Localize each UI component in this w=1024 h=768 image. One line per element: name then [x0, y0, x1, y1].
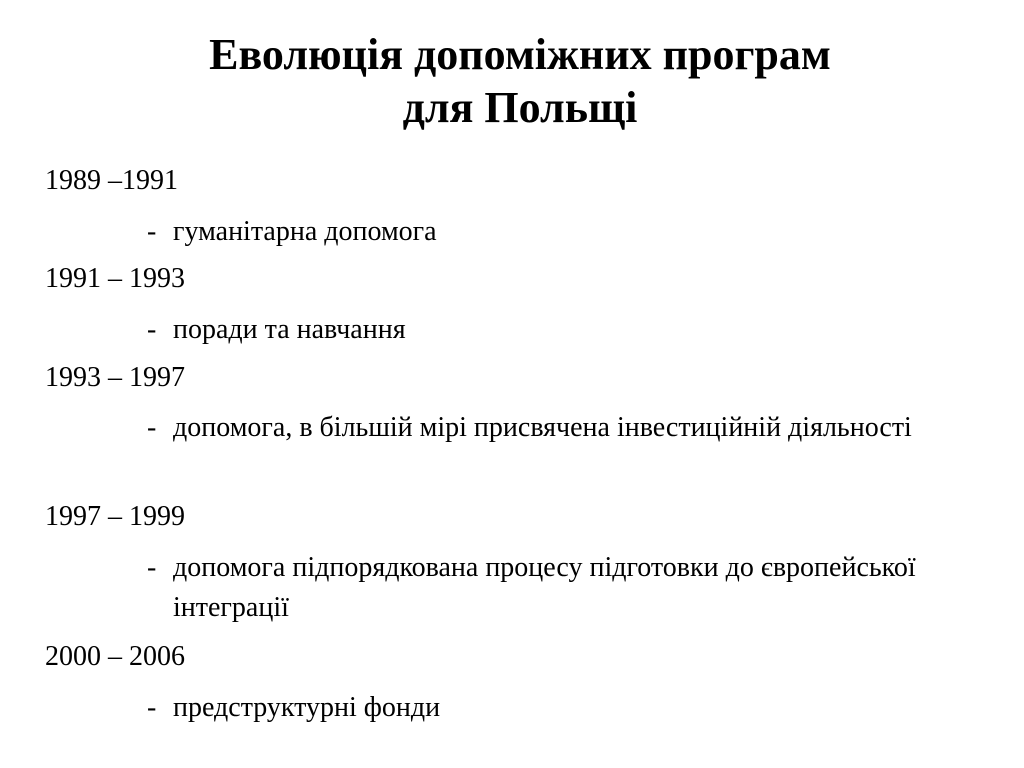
slide-title-line-1: Еволюція допоміжних програм: [209, 30, 831, 79]
period-label: 2000 – 2006: [45, 641, 185, 672]
bullet-dash: -: [147, 412, 157, 443]
timeline-item: [147, 548, 933, 628]
slide-title: [0, 28, 1024, 134]
slide-title-line-2: для Польщі: [402, 83, 638, 132]
period-label: 1989 –1991: [45, 165, 178, 196]
item-description: допомога підпорядкована процесу підготовки до європейської інтеграції: [173, 552, 916, 623]
bullet-dash: -: [147, 314, 157, 345]
timeline-item: [147, 310, 933, 350]
bullet-dash: -: [147, 692, 157, 723]
item-description: поради та навчання: [173, 314, 406, 345]
period-label: 1991 – 1993: [45, 263, 185, 294]
timeline-item: [147, 688, 933, 728]
period-label: 1997 – 1999: [45, 501, 185, 532]
item-description: гуманітарна допомога: [173, 216, 437, 247]
item-description: допомога, в більшій мірі присвячена інвестиційній діяльності: [173, 412, 912, 443]
timeline-item: [147, 212, 933, 252]
timeline-item: [147, 408, 933, 448]
bullet-dash: -: [147, 216, 157, 247]
period-label: 1993 – 1997: [45, 362, 185, 393]
bullet-dash: -: [147, 552, 157, 583]
item-description: предструктурні фонди: [173, 692, 441, 723]
